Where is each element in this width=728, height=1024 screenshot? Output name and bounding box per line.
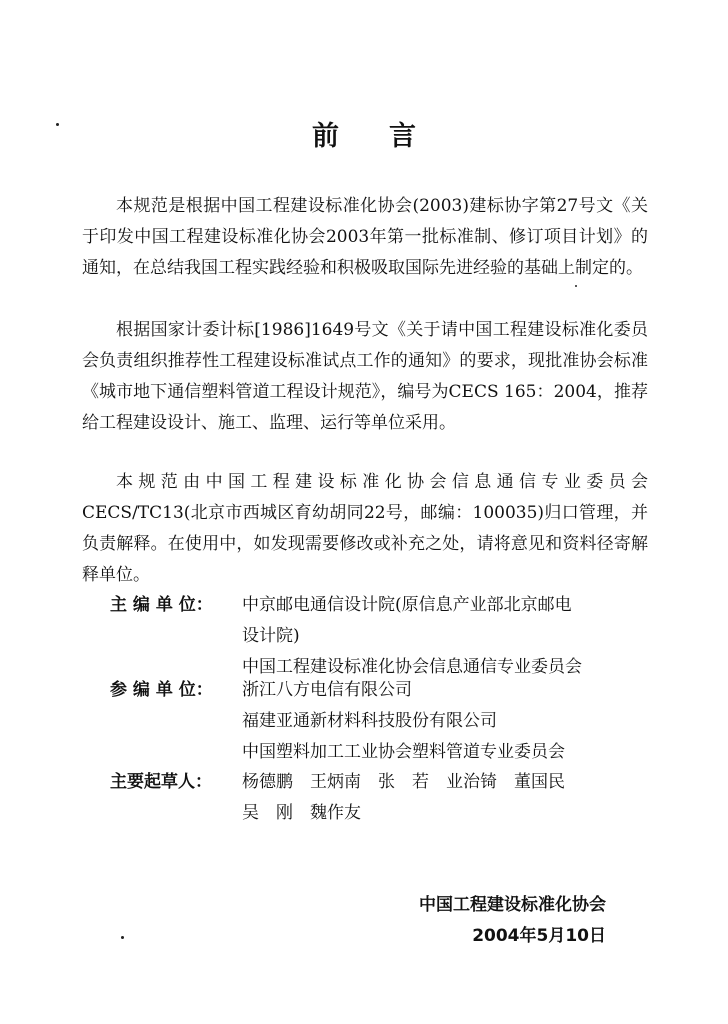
scan-speck bbox=[575, 285, 577, 287]
title-char-2: 言 bbox=[389, 121, 416, 152]
participating-units-label: 参 编 单 位： bbox=[110, 680, 213, 700]
scan-speck bbox=[121, 936, 124, 939]
intro-paragraph-block bbox=[82, 191, 648, 284]
participating-unit-line: 福建亚通新材料科技股份有限公司 bbox=[242, 711, 497, 731]
participating-units-section bbox=[110, 675, 670, 768]
scan-speck bbox=[56, 123, 59, 126]
approval-paragraph-block bbox=[82, 315, 648, 439]
chief-unit-line: 中京邮电通信设计院(原信息产业部北京邮电 bbox=[242, 595, 572, 615]
title-char-1: 前 bbox=[312, 121, 339, 152]
chief-unit-line: 设计院) bbox=[242, 626, 300, 646]
drafters-line: 杨德鹏 王炳南 张 若 业治锜 董国民 bbox=[242, 772, 565, 792]
paragraph-approval: 根据国家计委计标[1986]1649号文《关于请中国工程建设标准化委员会负责组织推荐性工程建设标准试点工作的通知》的要求，现批准协会标准《城市地下通信塑料管道工程设计规范》，编号为CECS 165：2004，推荐给工程建设设计、施工、监理、运行等单位采用。 bbox=[82, 320, 648, 433]
page-title bbox=[0, 114, 728, 153]
participating-unit-line: 中国塑料加工工业协会塑料管道专业委员会 bbox=[242, 742, 565, 762]
drafters-section bbox=[110, 767, 670, 829]
participating-unit-line: 浙江八方电信有限公司 bbox=[242, 680, 412, 700]
signature-organization: 中国工程建设标准化协会 bbox=[419, 895, 606, 915]
paragraph-interpretation: 本规范由中国工程建设标准化协会信息通信专业委员会CECS/TC13(北京市西城区育幼胡同22号，邮编：100035)归口管理，并负责解释。在使用中，如发现需要修改或补充之处，请将意见和资料径寄解释单位。 bbox=[82, 472, 648, 585]
chief-unit-label: 主 编 单 位： bbox=[110, 595, 213, 615]
participating-units-values bbox=[242, 675, 670, 768]
participating-units-row bbox=[110, 675, 670, 768]
interpretation-paragraph-block bbox=[82, 467, 648, 591]
paragraph-basis: 本规范是根据中国工程建设标准化协会(2003)建标协字第27号文《关于印发中国工程建设标准化协会2003年第一批标准制、修订项目计划》的通知，在总结我国工程实践经验和积极吸取国际先进经验的基础上制定的。 bbox=[82, 196, 648, 278]
drafters-line: 吴 刚 魏作友 bbox=[242, 803, 361, 823]
chief-unit-line: 中国工程建设标准化协会信息通信专业委员会 bbox=[242, 657, 582, 677]
drafters-row bbox=[110, 767, 670, 829]
signature-date: 2004年5月10日 bbox=[472, 926, 606, 946]
drafters-values bbox=[242, 767, 670, 829]
chief-unit-values bbox=[242, 590, 670, 683]
chief-unit-row bbox=[110, 590, 670, 683]
drafters-label: 主要起草人： bbox=[110, 772, 212, 792]
chief-unit-section bbox=[110, 590, 670, 683]
